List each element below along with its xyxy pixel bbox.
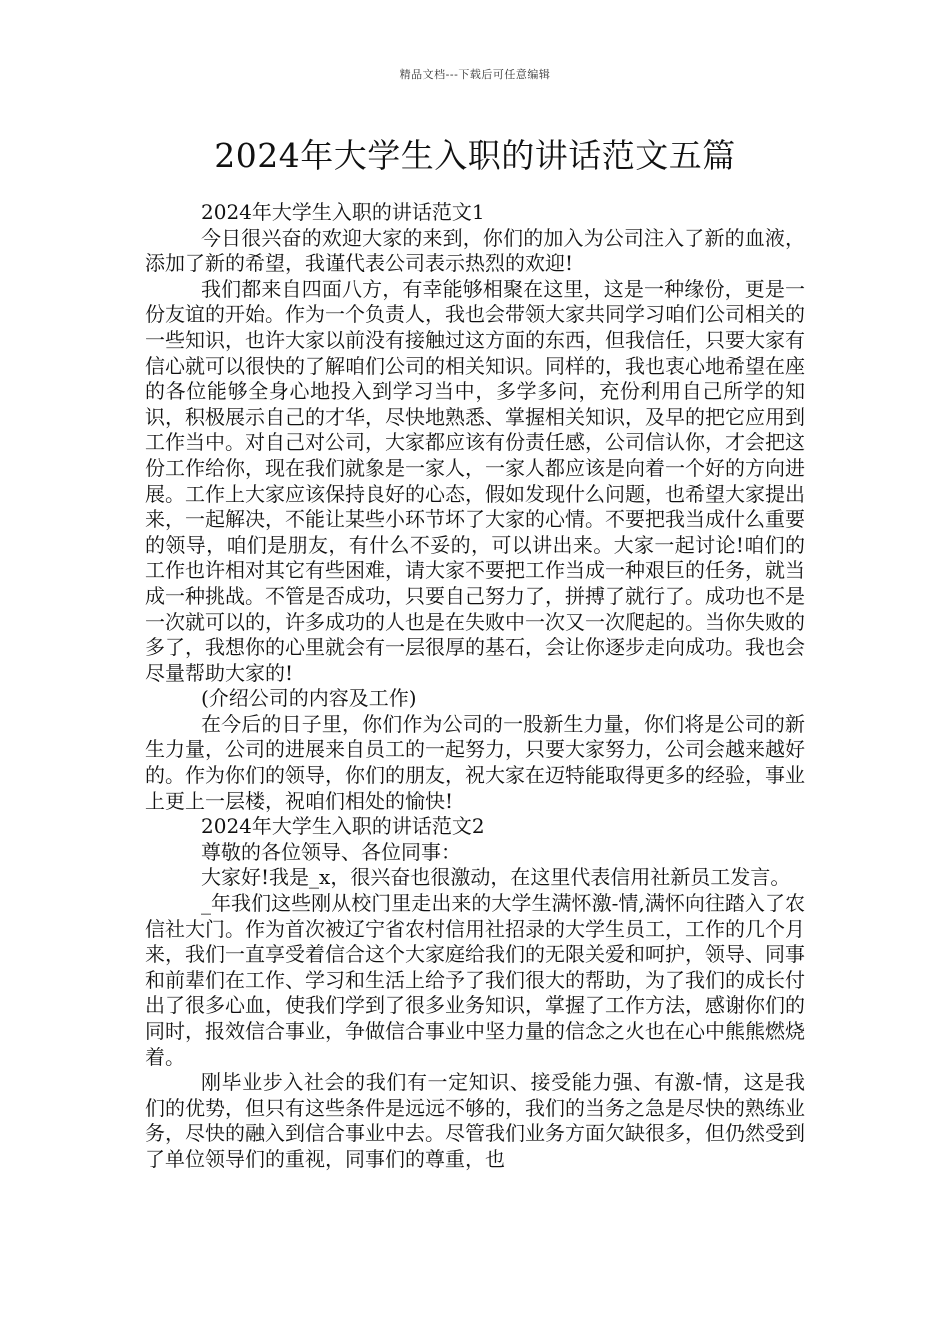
section-heading-2: 2024年大学生入职的讲话范文2 (201, 814, 485, 839)
document-title: 2024年大学生入职的讲话范文五篇 (214, 136, 736, 175)
header-note: 精品文档---下载后可任意编辑 (399, 68, 551, 81)
paragraph: (介绍公司的内容及工作) (201, 686, 417, 711)
paragraph: 在今后的日子里，你们作为公司的一股新生力量，你们将是公司的新生力量，公司的进展来自员工的一起努力，只要大家努力，公司会越来越好的。作为你们的领导，你们的朋友，祝大家在迈特能取得更多的经验，事业上更上一层楼，祝咱们相处的愉快! (145, 711, 805, 813)
document-body (145, 200, 805, 1173)
paragraph: 我们都来自四面八方，有幸能够相聚在这里，这是一种缘份，更是一份友谊的开始。作为一个负责人，我也会带领大家共同学习咱们公司相关的一些知识，也许大家以前没有接触过这方面的东西，但我信任，只要大家有信心就可以很快的了解咱们公司的相关知识。同样的，我也衷心地希望在座的各位能够全身心地投入到学习当中，多学多问，充份利用自己所学的知识，积极展示自己的才华，尽快地熟悉、掌握相关知识，及早的把它应用到工作当中。对自己对公司，大家都应该有份责任感，公司信认你，才会把这份工作给你，现在我们就象是一家人，一家人都应该是向着一个好的方向进展。工作上大家应该保持良好的心态，假如发现什么问题，也希望大家提出来，一起解决，不能让某些小环节坏了大家的心情。不要把我当成什么重要的领导，咱们是朋友，有什么不妥的，可以讲出来。大家一起讨论!咱们的工作也许相对其它有些困难，请大家不要把工作当成一种艰巨的任务，就当成一种挑战。不管是否成功，只要自己努力了，拼搏了就行了。成功也不是一次就可以的，许多成功的人也是在失败中一次又一次爬起的。当你失败的多了，我想你的心里就会有一层很厚的基石，会让你逐步走向成功。我也会尽量帮助大家的! (145, 276, 805, 685)
section-heading-1: 2024年大学生入职的讲话范文1 (201, 200, 485, 224)
paragraph: 刚毕业步入社会的我们有一定知识、接受能力强、有激-情，这是我们的优势，但只有这些条件是远远不够的，我们的当务之急是尽快的熟练业务，尽快的融入到信合事业中去。尽管我们业务方面欠缺很多，但仍然受到了单位领导们的重视，同事们的尊重，也 (145, 1070, 805, 1171)
paragraph: 尊敬的各位领导、各位同事： (201, 839, 461, 864)
paragraph: _年我们这些刚从校门里走出来的大学生满怀激-情,满怀向往踏入了农信社大门。作为首次被辽宁省农村信用社招录的大学生员工，工作的几个月来，我们一直享受着信合这个大家庭给我们的无限关爱和呵护，领导、同事和前辈们在工作、学习和生活上给予了我们很大的帮助，为了我们的成长付出了很多心血，使我们学到了很多业务知识，掌握了工作方法，感谢你们的同时，报效信合事业，争做信合事业中坚力量的信念之火也在心中熊熊燃烧着。 (145, 891, 805, 1069)
paragraph: 今日很兴奋的欢迎大家的来到，你们的加入为公司注入了新的血液，添加了新的希望，我谨代表公司表示热烈的欢迎! (145, 225, 805, 276)
paragraph: 大家好!我是_x，很兴奋也很激动，在这里代表信用社新员工发言。 (201, 865, 791, 890)
